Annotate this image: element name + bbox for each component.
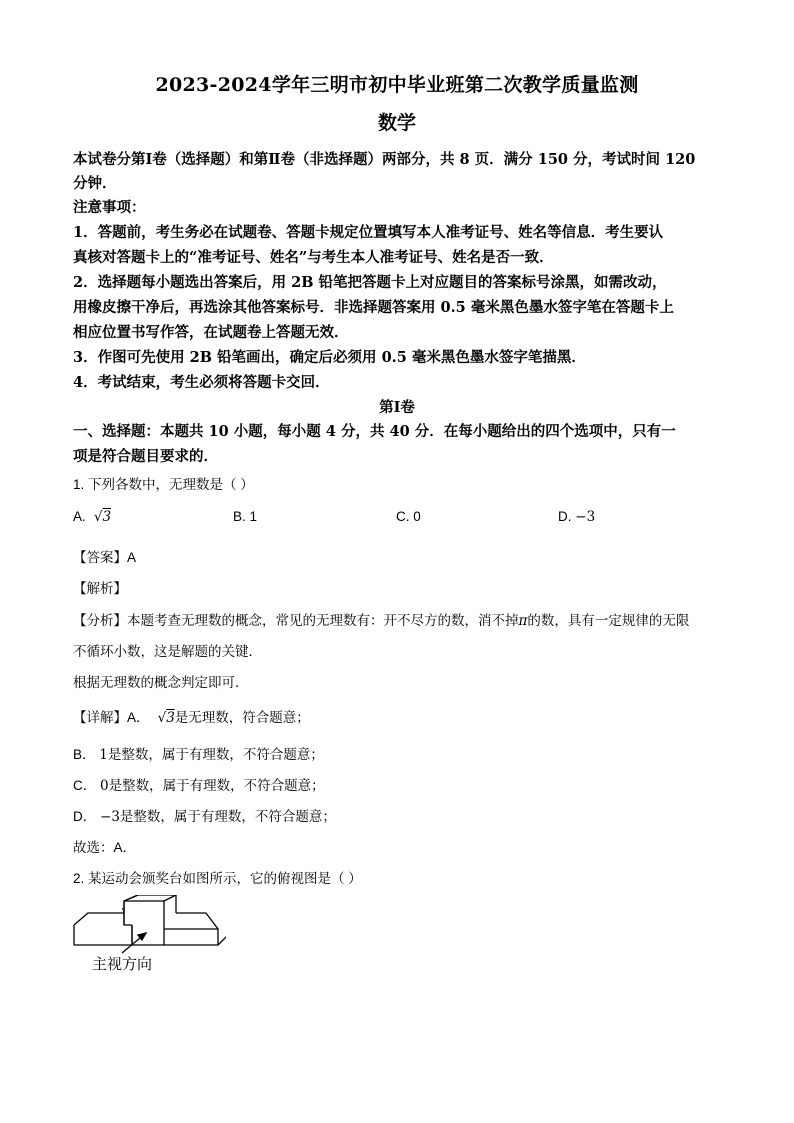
intro-line-1: 本试卷分第Ⅰ卷（选择题）和第Ⅱ卷（非选择题）两部分，共 8 页．满分 150 分，考试时间 120 xyxy=(73,151,696,168)
q1-detail-c: C． 0是整数，属于有理数，不符合题意； xyxy=(73,778,325,794)
q1-detail-a: 【详解】A． √3是无理数，符合题意； xyxy=(73,710,310,726)
podium-figure xyxy=(66,895,226,955)
note-line: 4．考试结束，考生必须将答题卡交回． xyxy=(73,374,330,391)
q1-detail-b: B． 1是整数，属于有理数，不符合题意； xyxy=(73,747,324,763)
section-heading-line-1: 一、选择题：本题共 10 小题，每小题 4 分，共 40 分．在每小题给出的四个选项中，只有一 xyxy=(73,423,676,440)
q1-conclusion: 故选：A． xyxy=(73,840,137,855)
notes-heading: 注意事项： xyxy=(73,199,146,216)
exam-subject: 数学 xyxy=(377,112,416,134)
view-direction-label: 主视方向 xyxy=(92,956,153,973)
sqrt-icon: √ xyxy=(89,509,103,525)
note-line: 1．答题前，考生务必在试题卷、答题卡规定位置填写本人准考证号、姓名等信息．考生要认 xyxy=(73,224,664,241)
q1-answer: 【答案】A xyxy=(73,550,137,565)
option-d-label: D. xyxy=(558,509,572,524)
intro-line-2: 分钟． xyxy=(73,175,117,192)
note-line: 相应位置书写作答，在试题卷上答题无效． xyxy=(73,324,349,341)
note-line: 3．作图可先使用 2B 铅笔画出，确定后必须用 0.5 毫米黑色墨水签字笔描黑． xyxy=(73,349,586,366)
q1-option-d xyxy=(558,509,595,525)
q1-analysis-line-1: 【分析】本题考查无理数的概念，常见的无理数有：开不尽方的数，消不掉π的数，具有一定规律的无限 xyxy=(73,613,690,629)
option-a-value: 3 xyxy=(102,509,112,525)
sqrt-icon: √ xyxy=(153,710,167,726)
q1-detail-d: D． −3是整数，属于有理数，不符合题意； xyxy=(73,809,336,825)
q1-analysis-line-2: 不循环小数，这是解题的关键． xyxy=(73,644,262,659)
q1-option-c: C. 0 xyxy=(396,509,421,524)
volume-heading: 第Ⅰ卷 xyxy=(379,399,415,416)
option-d-value: −3 xyxy=(575,509,596,525)
note-line: 2．选择题每小题选出答案后，用 2B 铅笔把答题卡上对应题目的答案标号涂黑，如需改动， xyxy=(73,274,667,291)
note-line: 用橡皮擦干净后，再选涂其他答案标号．非选择题答案用 0.5 毫米黑色墨水签字笔在答题卡上 xyxy=(73,299,674,316)
note-line: 真核对答题卡上的“准考证号、姓名”与考生本人准考证号、姓名是否一致． xyxy=(73,249,554,266)
q1-stem: 1. 下列各数中，无理数是（ ） xyxy=(73,477,254,492)
q1-option-a xyxy=(73,509,111,525)
q1-analysis-tag: 【解析】 xyxy=(73,581,127,596)
q2-stem: 2. 某运动会颁奖台如图所示，它的俯视图是（ ） xyxy=(73,871,362,886)
pi-symbol: π xyxy=(518,613,528,629)
section-heading-line-2: 项是符合题目要求的． xyxy=(73,448,218,465)
q1-analysis-line-3: 根据无理数的概念判定即可． xyxy=(73,675,249,690)
q1-option-b: B. 1 xyxy=(233,509,258,524)
option-a-label: A. xyxy=(73,509,86,524)
exam-title: 2023-2024学年三明市初中毕业班第二次教学质量监测 xyxy=(155,74,639,96)
